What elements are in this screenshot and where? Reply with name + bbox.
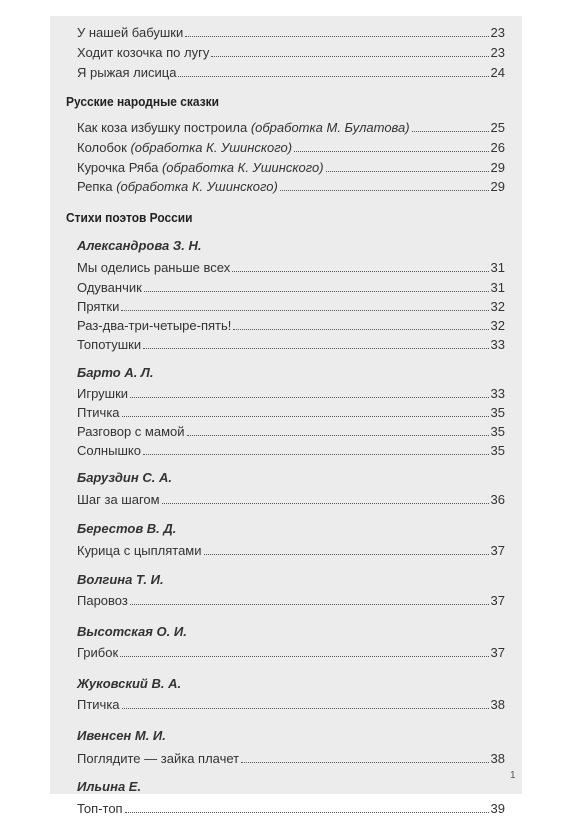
author-name: Высотская О. И. xyxy=(77,624,187,639)
entry-note: (обработка М. Булатова) xyxy=(250,120,410,135)
entry-title xyxy=(77,443,141,459)
dot-leader xyxy=(162,503,489,504)
page-number: 24 xyxy=(490,65,505,80)
toc-entry xyxy=(77,65,505,81)
page-number: 29 xyxy=(490,179,505,194)
author-name: Жуковский В. А. xyxy=(77,676,182,691)
entry-title xyxy=(77,751,239,767)
toc-entry xyxy=(77,179,505,195)
page-mark: 1 xyxy=(510,770,516,781)
toc-entry xyxy=(77,697,505,713)
entry-title-text: Колобок xyxy=(77,140,131,155)
dot-leader xyxy=(204,554,489,555)
toc-entry xyxy=(77,120,505,136)
page-number: 25 xyxy=(490,120,505,135)
entry-title-text: Поглядите — зайка плачет xyxy=(77,751,240,766)
dot-leader xyxy=(130,397,488,398)
entry-title-text: Как коза избушку построила xyxy=(77,120,251,135)
entry-title xyxy=(77,140,292,156)
toc-entry xyxy=(77,593,505,609)
dot-leader xyxy=(121,310,488,311)
entry-title-text: Курочка Ряба xyxy=(77,160,162,175)
dot-leader xyxy=(233,329,488,330)
toc-entry xyxy=(77,443,505,459)
entry-title xyxy=(77,801,123,817)
entry-title xyxy=(77,405,120,421)
dot-leader xyxy=(144,291,489,292)
entry-title-text: Прятки xyxy=(77,299,120,314)
entry-title xyxy=(77,120,410,136)
entry-title xyxy=(77,45,209,61)
entry-title xyxy=(77,645,118,661)
page-number: 39 xyxy=(490,801,505,816)
page-number: 37 xyxy=(490,593,505,608)
entry-title-text: Ходит козочка по лугу xyxy=(77,45,210,60)
page-number: 38 xyxy=(490,697,505,712)
entry-title-text: Мы оделись раньше всех xyxy=(77,260,231,275)
dot-leader xyxy=(178,76,488,77)
dot-leader xyxy=(143,454,489,455)
entry-title xyxy=(77,424,185,440)
entry-title-text: Игрушки xyxy=(77,386,129,401)
toc-entry xyxy=(77,45,505,61)
dot-leader xyxy=(122,416,489,417)
toc-entry xyxy=(77,318,505,334)
entry-title xyxy=(77,280,142,296)
page-number: 26 xyxy=(490,140,505,155)
entry-title xyxy=(77,65,176,81)
entry-title xyxy=(77,337,141,353)
entry-title xyxy=(77,25,183,41)
page-number: 33 xyxy=(490,386,505,401)
entry-note: (обработка К. Ушинского) xyxy=(130,140,293,155)
author-name: Ильина Е. xyxy=(77,779,142,794)
author-name: Берестов В. Д. xyxy=(77,521,177,536)
dot-leader xyxy=(185,36,488,37)
entry-title xyxy=(77,160,324,176)
author-name: Ивенсен М. И. xyxy=(77,728,166,743)
section-heading: Стихи поэтов России xyxy=(66,210,193,225)
entry-title xyxy=(77,299,119,315)
toc-entry xyxy=(77,801,505,817)
toc-entry xyxy=(77,492,505,508)
entry-title-text: Курица с цыплятами xyxy=(77,543,202,558)
page-number: 38 xyxy=(490,751,505,766)
entry-title-text: Разговор с мамой xyxy=(77,424,185,439)
page-number: 35 xyxy=(490,424,505,439)
entry-note: (обработка К. Ушинского) xyxy=(116,179,278,194)
entry-title-text: У нашей бабушки xyxy=(77,25,184,40)
section-heading: Русские народные сказки xyxy=(66,94,220,109)
book-page xyxy=(50,16,522,816)
page-number: 31 xyxy=(490,260,505,275)
dot-leader xyxy=(294,151,488,152)
entry-title-text: Одуванчик xyxy=(77,280,142,295)
author-name: Баруздин С. А. xyxy=(77,470,172,485)
entry-title xyxy=(77,593,128,609)
entry-title-text: Репка xyxy=(77,179,117,194)
dot-leader xyxy=(130,604,489,605)
entry-title xyxy=(77,492,160,508)
dot-leader xyxy=(326,171,489,172)
entry-title xyxy=(77,318,231,334)
dot-leader xyxy=(232,271,488,272)
toc-entry xyxy=(77,405,505,421)
entry-title xyxy=(77,386,128,402)
page-number: 35 xyxy=(490,405,505,420)
author-name: Барто А. Л. xyxy=(77,365,154,380)
toc-entry xyxy=(77,386,505,402)
toc-entry xyxy=(77,299,505,315)
toc-entry xyxy=(77,751,505,767)
dot-leader xyxy=(122,708,489,709)
page-number: 37 xyxy=(490,543,505,558)
entry-title xyxy=(77,179,278,195)
entry-note: (обработка К. Ушинского) xyxy=(161,160,324,175)
entry-title-text: Паровоз xyxy=(77,593,128,608)
entry-title xyxy=(77,260,230,276)
page-number: 23 xyxy=(490,45,505,60)
entry-title xyxy=(77,697,120,713)
dot-leader xyxy=(143,348,488,349)
entry-title-text: Топотушки xyxy=(77,337,142,352)
entry-title-text: Раз-два-три-четыре-пять! xyxy=(77,318,232,333)
dot-leader xyxy=(211,56,488,57)
page-number: 31 xyxy=(490,280,505,295)
author-name: Александрова З. Н. xyxy=(77,238,202,253)
table-of-contents xyxy=(50,16,522,816)
toc-entry xyxy=(77,140,505,156)
page-number: 29 xyxy=(490,160,505,175)
page-number: 36 xyxy=(490,492,505,507)
entry-title-text: Птичка xyxy=(77,405,120,420)
page-number: 23 xyxy=(490,25,505,40)
dot-leader xyxy=(412,131,489,132)
page-number: 33 xyxy=(490,337,505,352)
toc-entry xyxy=(77,25,505,41)
entry-title-text: Солнышко xyxy=(77,443,141,458)
entry-title xyxy=(77,543,202,559)
dot-leader xyxy=(241,762,488,763)
entry-title-text: Шаг за шагом xyxy=(77,492,160,507)
page-number: 32 xyxy=(490,299,505,314)
dot-leader xyxy=(280,190,489,191)
toc-entry xyxy=(77,645,505,661)
toc-entry xyxy=(77,424,505,440)
toc-entry xyxy=(77,160,505,176)
entry-title-text: Топ-топ xyxy=(77,801,123,816)
page-number: 32 xyxy=(490,318,505,333)
entry-title-text: Я рыжая лисица xyxy=(77,65,177,80)
toc-entry xyxy=(77,260,505,276)
dot-leader xyxy=(187,435,489,436)
page-number: 37 xyxy=(490,645,505,660)
dot-leader xyxy=(120,656,488,657)
toc-entry xyxy=(77,543,505,559)
author-name: Волгина Т. И. xyxy=(77,572,164,587)
dot-leader xyxy=(125,812,489,813)
toc-entry xyxy=(77,280,505,296)
entry-title-text: Птичка xyxy=(77,697,120,712)
toc-entry xyxy=(77,337,505,353)
page-number: 35 xyxy=(490,443,505,458)
entry-title-text: Грибок xyxy=(77,645,119,660)
